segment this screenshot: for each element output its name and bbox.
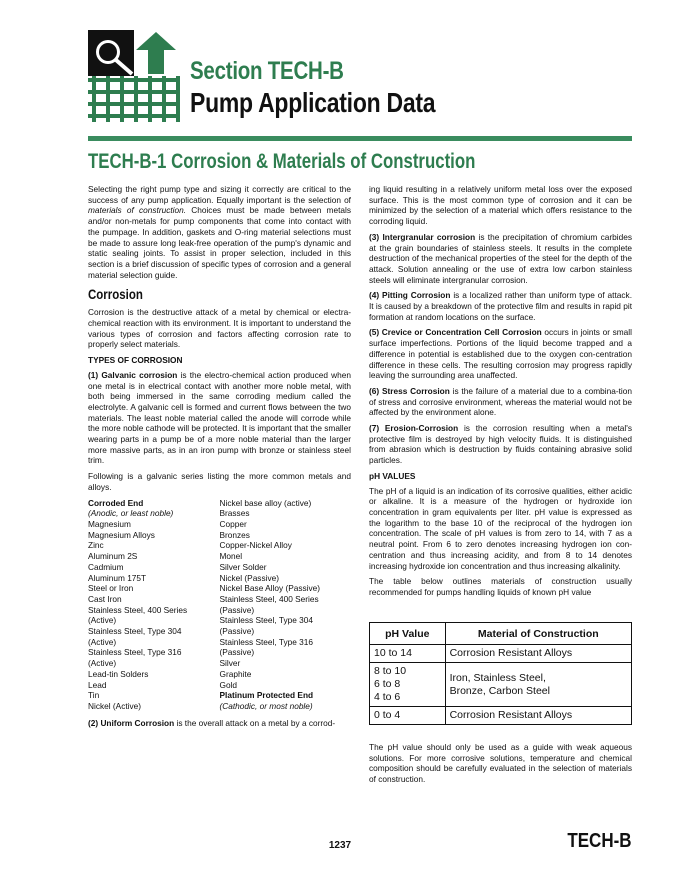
- series-sub: (Anodic, or least noble): [88, 508, 174, 519]
- pitting-paragraph: (4) Pitting Corrosion is a localized rather than uniform type of attack. It is caused by a breakdown of the protective film and results in rapid pit formation at random locations on the surface.: [369, 290, 632, 322]
- page-number: 1237: [328, 840, 352, 851]
- series-sub: (Cathodic, or most noble): [219, 700, 313, 711]
- series-item: Nickel (Active): [88, 700, 142, 711]
- page-title: Pump Application Data: [190, 87, 436, 118]
- series-item: Stainless Steel, Type 304: [219, 615, 313, 626]
- series-item: Magnesium: [88, 518, 131, 529]
- series-item: Tin: [88, 690, 100, 701]
- ph-cell: 10 to 14: [370, 645, 446, 663]
- ph-cell: 0 to 4: [370, 707, 446, 725]
- ph-column-header: pH Value: [370, 623, 446, 645]
- series-item: Silver Solder: [219, 561, 267, 572]
- series-item: Stainless Steel, 400 Series: [88, 604, 188, 615]
- galvanic-series-cathodic: [220, 498, 352, 712]
- stress-paragraph: (6) Stress Corrosion is the failure of a material due to a combina-tion of stress and corrosive environment, whereas the material would not be affected by the environment alone.: [369, 385, 632, 418]
- series-item: Nickel Base Alloy (Passive): [219, 583, 321, 594]
- series-item: Cadmium: [88, 561, 124, 572]
- series-item: (Active): [88, 658, 117, 669]
- galvanic-series: [88, 498, 351, 712]
- series-head: Corroded End: [88, 497, 144, 508]
- series-item: (Active): [88, 636, 117, 647]
- series-item: Lead-tin Solders: [88, 668, 149, 679]
- series-item: Gold: [219, 679, 238, 690]
- series-item: (Passive): [219, 626, 255, 637]
- series-item: Stainless Steel, Type 316: [88, 647, 182, 658]
- material-cell: Iron, Stainless Steel, Bronze, Carbon Steel: [445, 663, 631, 707]
- series-item: Nickel (Passive): [219, 572, 279, 583]
- table-row: [370, 707, 632, 725]
- ph-cell: 8 to 10 6 to 8 4 to 6: [370, 663, 446, 707]
- corrosion-definition: Corrosion is the destructive attack of a metal by chemical or electra-chemical reaction with its environment. It is important to understand the various types of corrosion and factors affecting corrosion rate to properly select materials.: [88, 307, 351, 350]
- series-item: Copper: [219, 518, 247, 529]
- series-item: (Passive): [219, 647, 255, 658]
- section-label: Section TECH-B: [190, 57, 344, 85]
- types-heading: TYPES OF CORROSION: [88, 355, 183, 366]
- series-item: Graphite: [219, 668, 252, 679]
- series-item: Lead: [88, 679, 107, 690]
- section-heading: TECH-B-1 Corrosion & Materials of Construction: [88, 150, 476, 173]
- title-block: [190, 56, 489, 120]
- material-cell: Corrosion Resistant Alloys: [445, 645, 631, 663]
- ph-paragraph-1: The pH of a liquid is an indication of its corrosive qualities, either acidic or alkaline. It is a measure of the hydrogen or hydroxide ion concentration in gram equivalents per liter. pH value is expressed as the logarithm to the base 10 of the reciprocal of the hydrogen ion concentration. The scale of pH values is from zero to 14, with 7 as a neutral point. From 6 to zero denotes increasing hydrogen ion con-centration and thus increasing acidity, and from 8 to 14 denotes increasing hydroxide ion concentration and thus increasing alkalinity.: [369, 485, 632, 571]
- series-item: Monel: [219, 551, 243, 562]
- ph-paragraph-2: The table below outlines materials of construction usually recommended for pumps handling liquids of known pH value: [369, 576, 632, 597]
- series-item: Copper-Nickel Alloy: [219, 540, 292, 551]
- series-item: Steel or Iron: [88, 583, 134, 594]
- series-item: Aluminum 175T: [88, 572, 147, 583]
- table-row: [370, 663, 632, 707]
- series-intro: Following is a galvanic series listing the more common metals and alloys.: [88, 471, 351, 492]
- table-row: [370, 645, 632, 663]
- uniform-paragraph-start: (2) Uniform Corrosion is the overall attack on a metal by a corrod-: [88, 717, 336, 728]
- series-item: Zinc: [88, 540, 104, 551]
- title-rule: [88, 136, 632, 141]
- series-item: Stainless Steel, 400 Series: [219, 593, 319, 604]
- series-item: Magnesium Alloys: [88, 529, 155, 540]
- series-item: Aluminum 2S: [88, 551, 138, 562]
- material-column-header: Material of Construction: [445, 623, 631, 645]
- footer-section-tag: TECH-B: [567, 830, 632, 852]
- series-item: Brasses: [219, 508, 250, 519]
- material-cell: Corrosion Resistant Alloys: [445, 707, 631, 725]
- series-item: Silver: [219, 658, 241, 669]
- galvanic-series-anodic: [88, 498, 220, 712]
- series-item: (Active): [88, 615, 117, 626]
- left-column: [88, 184, 351, 733]
- series-item: Nickel base alloy (active): [219, 497, 312, 508]
- right-column: [369, 184, 632, 603]
- series-head: Platinum Protected End: [219, 690, 314, 701]
- erosion-paragraph: (7) Erosion-Corrosion is the corrosion resulting when a metal's protective film is destroyed by high velocity fluids. It is distinguished from abrasion which is destruction by fluids containing abrasive solid particles.: [369, 423, 632, 466]
- intergranular-paragraph: (3) Intergranular corrosion is the precipitation of chromium carbides at the grain boundaries of stainless steels. It results in the complete destruction of the mechanical properties of the steel for the depth of the attack. Solution annealing or the use of extra low carbon stainless steels will eliminate intergranular corrosion.: [369, 231, 632, 285]
- galvanic-paragraph: (1) Galvanic corrosion is the electro-chemical action produced when one metal is in electrical contact with another more noble metal, with both being immersed in the same corroding medium called the electrolyte. A galvanic cell is formed and current flows between the two materials. The least noble material called the anode will corrode while the more noble cathode will be protected. It is important that the smaller wearing parts in a pump be of a more noble material than the larger more massive parts, as in an iron pump with bronze or stainless steel trim.: [88, 369, 351, 466]
- series-item: Stainless Steel, Type 316: [219, 636, 313, 647]
- series-item: Cast Iron: [88, 593, 122, 604]
- ph-heading: pH VALUES: [369, 470, 416, 481]
- corrosion-heading: Corrosion: [88, 286, 143, 303]
- ph-table: [369, 622, 632, 725]
- crevice-paragraph: (5) Crevice or Concentration Cell Corrosion occurs in joints or small surface imperfections. Portions of the liquid become trapped and a difference in potential is established due to the oxygen con-centration difference in these cells. The resulting corrosion may progress rapidly leaving the surrounding area unaffected.: [369, 327, 632, 381]
- pump-logo-icon: [88, 30, 180, 122]
- ph-guide-paragraph: The pH value should only be used as a guide with weak aqueous solutions. For more corrosive solutions, temperature and chemical composition should be carefully evaluated in the selection of materials of construction.: [369, 742, 632, 785]
- intro-paragraph: Selecting the right pump type and sizing it correctly are critical to the success of any pump application. Equally important is the selection of materials of construction. Choices must be made between metals and/or non-metals for pump components that come into contact with the pumpage. In addition, gaskets and O-ring material selections must be made to assure long leak-free operation of the pump's dynamic and static sealing joints. To assist in proper selection, included in this section is a brief discussion of specific types of corrosion and a general material selection guide.: [88, 184, 351, 280]
- table-header-row: [370, 623, 632, 645]
- series-item: Bronzes: [219, 529, 250, 540]
- uniform-paragraph-end: ing liquid resulting in a relatively uniform metal loss over the exposed surface. This is the most common type of corrosion and it can be minimized by the selection of a material which offers resistance to the corroding liquid.: [369, 184, 632, 227]
- series-item: (Passive): [219, 604, 255, 615]
- series-item: Stainless Steel, Type 304: [88, 626, 182, 637]
